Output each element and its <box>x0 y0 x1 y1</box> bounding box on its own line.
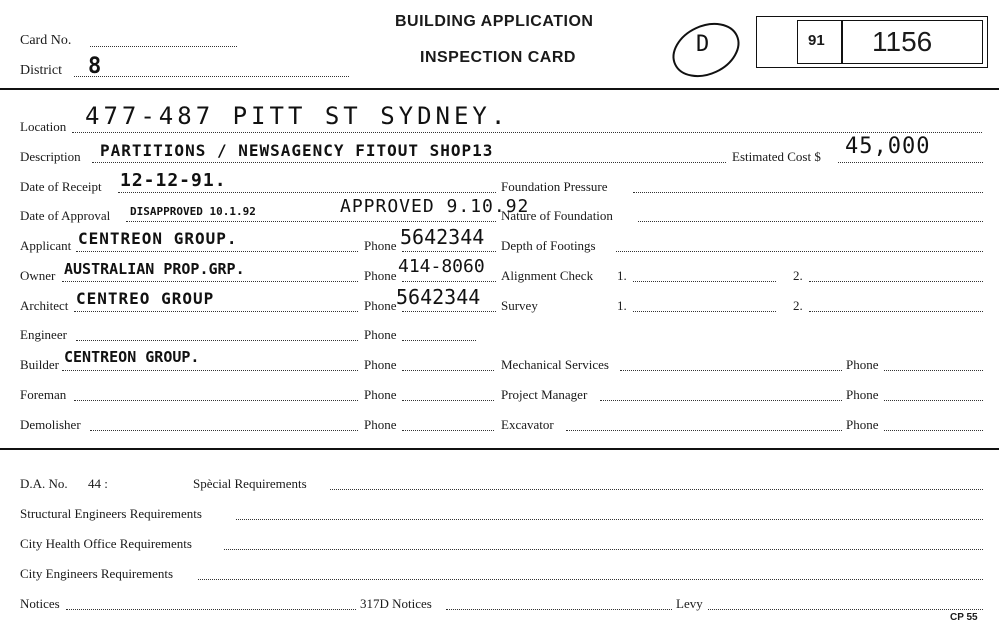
notices-317d-label: 317D Notices <box>360 596 432 611</box>
estimated-cost-line <box>838 162 983 163</box>
alignment-2-label: 2. <box>793 268 803 283</box>
special-line <box>330 489 983 490</box>
notices-317d-line <box>446 609 672 610</box>
demolisher-phone-line <box>402 430 494 431</box>
da-label: D.A. No. <box>20 476 68 491</box>
date-approval-value1: DISAPPROVED 10.1.92 <box>130 205 256 218</box>
box-small-value: 91 <box>808 32 825 49</box>
alignment-1-label: 1. <box>617 268 627 283</box>
title-line2: INSPECTION CARD <box>420 49 576 66</box>
description-label: Description <box>20 149 81 164</box>
engineers-line <box>198 579 983 580</box>
date-receipt-value: 12-12-91. <box>120 170 227 191</box>
da-value: 44 : <box>88 476 108 491</box>
form-code: CP 55 <box>950 612 978 623</box>
notices-label: Notices <box>20 596 60 611</box>
owner-phone-value: 414-8060 <box>398 256 485 277</box>
owner-phone-label: Phone <box>364 268 397 283</box>
excavator-phone-line <box>884 430 983 431</box>
levy-line <box>708 609 983 610</box>
structural-line <box>236 519 983 520</box>
architect-phone-line <box>402 311 496 312</box>
location-value: 477-487 PITT ST SYDNEY. <box>85 102 510 130</box>
owner-line <box>62 281 358 282</box>
builder-phone-label: Phone <box>364 357 397 372</box>
architect-label: Architect <box>20 298 69 313</box>
description-line <box>92 162 726 163</box>
location-line <box>72 132 982 133</box>
district-line <box>74 76 349 77</box>
notices-line <box>66 609 356 610</box>
depth-footings-line <box>616 251 983 252</box>
circled-mark-text: D <box>696 32 711 57</box>
demolisher-line <box>90 430 358 431</box>
engineer-line <box>76 340 358 341</box>
description-value: PARTITIONS / NEWSAGENCY FITOUT SHOP13 <box>100 141 494 160</box>
engineers-label: City Engineers Requirements <box>20 566 174 581</box>
depth-footings-label: Depth of Footings <box>501 238 596 253</box>
pm-phone-label: Phone <box>846 387 879 402</box>
date-receipt-label: Date of Receipt <box>20 179 102 194</box>
survey-label: Survey <box>501 298 538 313</box>
foreman-phone-label: Phone <box>364 387 397 402</box>
excavator-line <box>566 430 842 431</box>
foreman-label: Foreman <box>20 387 67 402</box>
nature-foundation-label: Nature of Foundation <box>501 208 613 223</box>
special-label: Spècial Requirements <box>193 476 307 491</box>
survey-2-line <box>809 311 983 312</box>
structural-label: Structural Engineers Requirements <box>20 506 202 521</box>
engineer-phone-line <box>402 340 476 341</box>
alignment-label: Alignment Check <box>501 268 594 283</box>
architect-value: CENTREO GROUP <box>76 289 215 308</box>
nature-foundation-line <box>638 221 983 222</box>
alignment-1-line <box>633 281 776 282</box>
survey-1-line <box>633 311 776 312</box>
excavator-phone-label: Phone <box>846 417 879 432</box>
pm-line <box>600 400 842 401</box>
demolisher-label: Demolisher <box>20 417 81 432</box>
header-rule <box>0 88 999 90</box>
builder-label: Builder <box>20 357 59 372</box>
card-no-label: Card No. <box>20 33 72 48</box>
alignment-2-line <box>809 281 983 282</box>
district-label: District <box>20 63 62 78</box>
pm-label: Project Manager <box>501 387 588 402</box>
mech-label: Mechanical Services <box>501 357 609 372</box>
applicant-line <box>76 251 358 252</box>
builder-phone-line <box>402 370 494 371</box>
estimated-cost-label: Estimated Cost $ <box>732 149 821 164</box>
foreman-line <box>74 400 358 401</box>
middle-rule <box>0 448 999 450</box>
applicant-phone-value: 5642344 <box>400 225 485 249</box>
survey-1-label: 1. <box>617 298 627 313</box>
engineer-phone-label: Phone <box>364 327 397 342</box>
architect-phone-value: 5642344 <box>396 285 481 309</box>
foundation-pressure-label: Foundation Pressure <box>501 179 608 194</box>
location-label: Location <box>20 119 67 134</box>
applicant-phone-line <box>402 251 496 252</box>
builder-line <box>62 370 358 371</box>
mech-phone-line <box>884 370 983 371</box>
owner-phone-line <box>402 281 496 282</box>
demolisher-phone-label: Phone <box>364 417 397 432</box>
applicant-phone-label: Phone <box>364 238 397 253</box>
foundation-pressure-line <box>633 192 983 193</box>
architect-phone-label: Phone <box>364 298 397 313</box>
estimated-cost-value: 45,000 <box>845 134 931 159</box>
date-receipt-line <box>118 192 496 193</box>
date-approval-line <box>126 221 496 222</box>
survey-2-label: 2. <box>793 298 803 313</box>
architect-line <box>74 311 358 312</box>
foreman-phone-line <box>402 400 494 401</box>
applicant-label: Applicant <box>20 238 72 253</box>
owner-label: Owner <box>20 268 56 283</box>
mech-phone-label: Phone <box>846 357 879 372</box>
mech-line <box>620 370 842 371</box>
owner-value: AUSTRALIAN PROP.GRP. <box>64 260 245 278</box>
card-no-line <box>90 46 237 47</box>
pm-phone-line <box>884 400 983 401</box>
title-line1: BUILDING APPLICATION <box>395 13 594 30</box>
health-line <box>224 549 983 550</box>
levy-label: Levy <box>676 596 703 611</box>
date-approval-label: Date of Approval <box>20 208 111 223</box>
health-label: City Health Office Requirements <box>20 536 192 551</box>
applicant-value: CENTREON GROUP. <box>78 229 238 248</box>
engineer-label: Engineer <box>20 327 67 342</box>
district-value: 8 <box>88 54 103 79</box>
box-number-value: 1156 <box>872 26 933 57</box>
date-approval-value2: APPROVED 9.10.92 <box>340 196 530 217</box>
builder-value: CENTREON GROUP. <box>64 348 200 366</box>
excavator-label: Excavator <box>501 417 554 432</box>
